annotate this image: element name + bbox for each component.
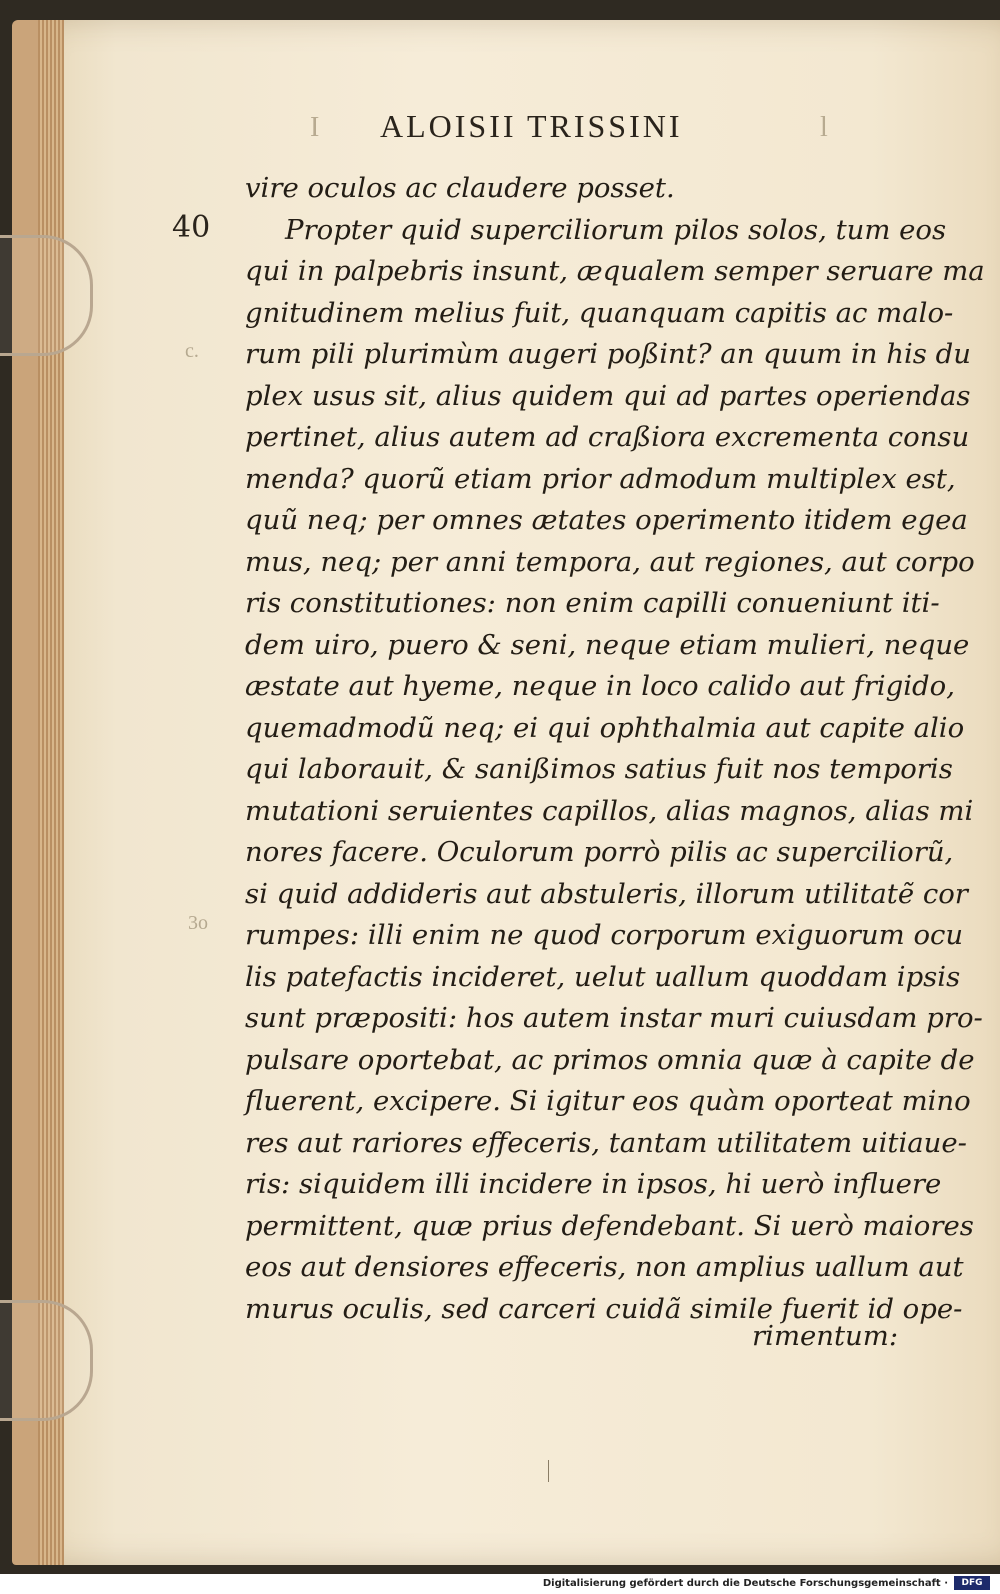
text-line: quũ neq; per omnes ætates operimento itidem egea <box>245 504 968 536</box>
text-line: plex usus sit, alius quidem qui ad partes operiendas <box>245 379 971 412</box>
text-line: rumpes: illi enim ne quod corporum exiguorum ocu <box>245 919 964 951</box>
body-text <box>245 168 985 1330</box>
text-line: qui in palpebris insunt, æqualem semper seruare ma <box>245 255 985 287</box>
text-line: pertinet, alius autem ad craßiora excrementa consu <box>245 421 970 453</box>
text-line: dem uiro, puero & seni, neque etiam mulieri, neque <box>245 628 970 661</box>
margin-mark: c. <box>185 340 199 362</box>
text-line: mutationi seruientes capillos, alias magnos, alias mi <box>245 794 974 827</box>
text-line: ris: siquidem illi incidere in ipsos, hi uerò influere <box>245 1168 942 1200</box>
text-line: gnitudinem melius fuit, quanquam capitis ac malo- <box>245 296 954 329</box>
text-line: lis patefactis incideret, uelut uallum quoddam ipsis <box>245 960 961 993</box>
text-line: vire oculos ac claudere posset. <box>245 172 675 204</box>
text-line: Propter quid superciliorum pilos solos, tum eos <box>285 213 947 246</box>
text-line: rum pili plurimùm augeri poßint? an quum in his du <box>245 338 971 370</box>
bleed-through-mark-right: l <box>820 112 828 143</box>
text-line: nores facere. Oculorum porrò pilis ac superciliorũ, <box>245 836 954 868</box>
text-line: qui laborauit, & sanißimos satius fuit nos temporis <box>245 753 953 785</box>
page-clip-bottom <box>0 1300 93 1421</box>
text-line: permittent, quæ prius defendebant. Si uerò maiores <box>245 1209 974 1242</box>
margin-mark: 3o <box>188 912 208 934</box>
bleed-through-mark-left: I <box>310 112 320 143</box>
dfg-logo-icon: DFG <box>954 1576 990 1590</box>
text-line: res aut rariores effeceris, tantam utilitatem uitiaue- <box>245 1126 967 1159</box>
text-line: ris constitutiones: non enim capilli conueniunt iti- <box>245 587 940 619</box>
text-line: menda? quorũ etiam prior admodum multiplex est, <box>245 462 956 495</box>
text-line: pulsare oportebat, ac primos omnia quæ à capite de <box>245 1043 975 1076</box>
text-line: murus oculis, sed carceri cuidã simile fuerit id ope- <box>245 1292 963 1325</box>
text-line: fluerent, excipere. Si igitur eos quàm oporteat mino <box>245 1085 971 1117</box>
text-line: æstate aut hyeme, neque in loco calido aut frigido, <box>245 670 955 702</box>
catchword: rimentum: <box>752 1320 899 1352</box>
page-clip-top <box>0 235 93 356</box>
text-line: sunt præpositi: hos autem instar muri cuiusdam pro- <box>245 1002 983 1034</box>
marginal-number: 40 <box>172 210 211 245</box>
text-line: si quid addideris aut abstuleris, illorum utilitatẽ cor <box>245 877 968 910</box>
funding-credit: Digitalisierung gefördert durch die Deutsche Forschungsgemeinschaft · <box>542 1578 948 1589</box>
text-line: eos aut densiores effeceris, non amplius uallum aut <box>245 1251 964 1283</box>
gutter-mark <box>548 1460 549 1482</box>
text-line: quemadmodũ neq; ei qui ophthalmia aut capite alio <box>245 711 965 744</box>
running-head: ALOISII TRISSINI <box>380 108 683 144</box>
text-line: mus, neq; per anni tempora, aut regiones, aut corpo <box>245 545 975 578</box>
